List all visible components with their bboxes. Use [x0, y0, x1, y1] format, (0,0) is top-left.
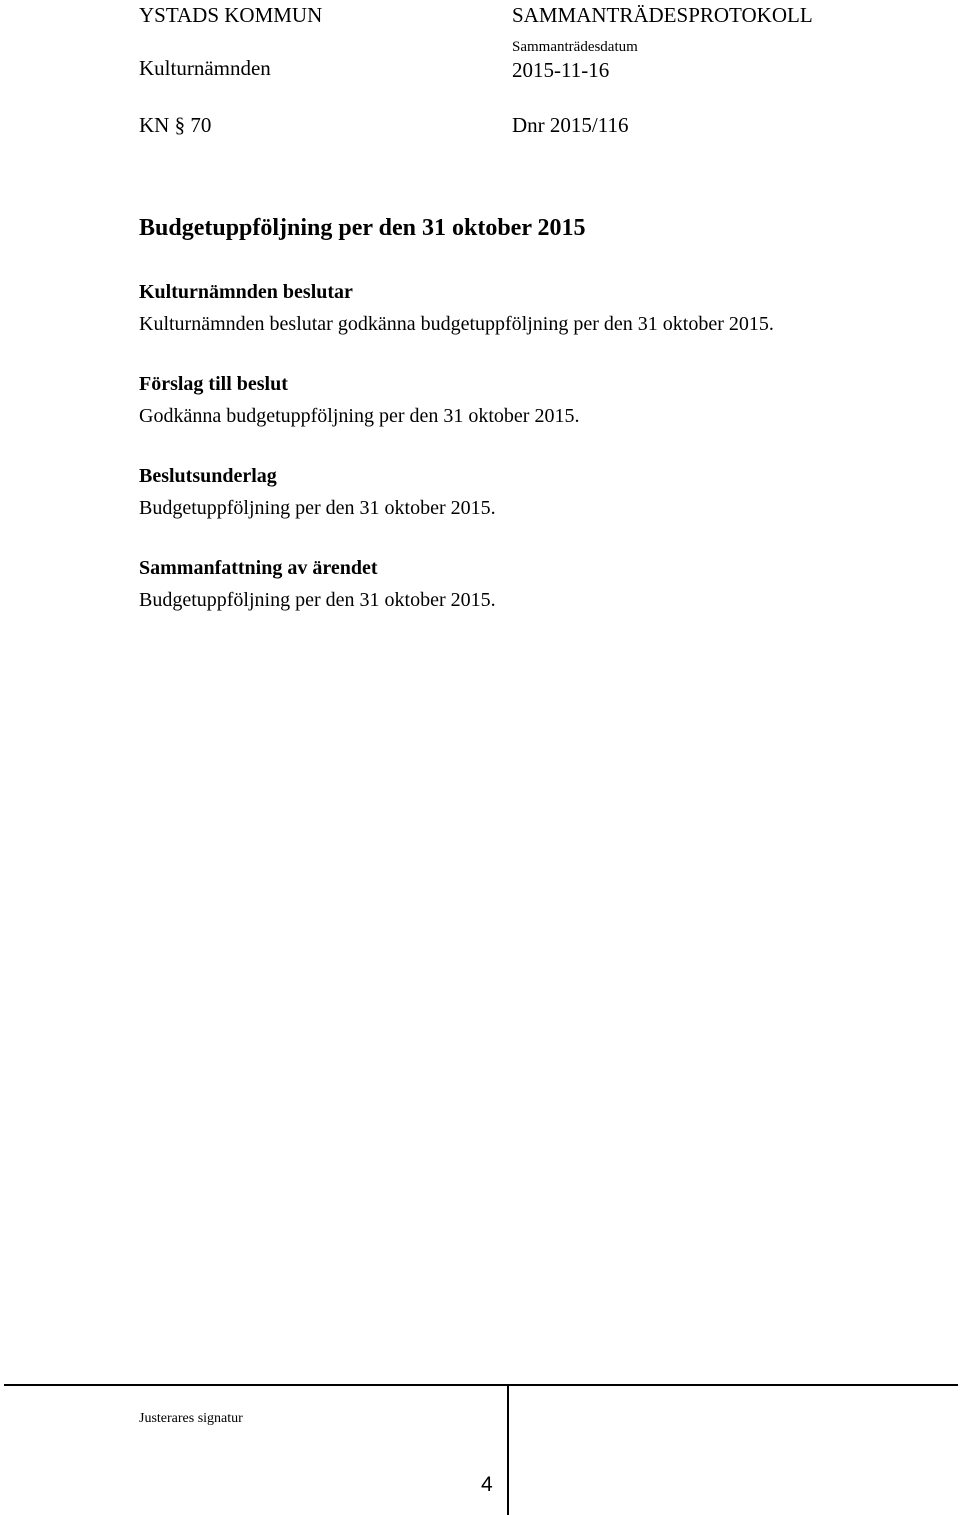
signature-label: Justerares signatur — [139, 1411, 243, 1426]
meeting-date-label: Sammanträdesdatum — [512, 39, 638, 55]
footer-rule — [4, 1384, 958, 1386]
municipality-name: YSTADS KOMMUN — [139, 3, 323, 27]
section-heading-proposal: Förslag till beslut — [139, 373, 288, 395]
section-text-basis: Budgetuppföljning per den 31 oktober 2015. — [139, 497, 496, 519]
section-heading-decision: Kulturnämnden beslutar — [139, 281, 353, 303]
paragraph-number: KN § 70 — [139, 113, 212, 137]
page-title: Budgetuppföljning per den 31 oktober 2015 — [139, 215, 586, 241]
section-heading-summary: Sammanfattning av ärendet — [139, 557, 378, 579]
committee-name: Kulturnämnden — [139, 56, 271, 80]
section-text-proposal: Godkänna budgetuppföljning per den 31 oktober 2015. — [139, 405, 580, 427]
document-type: SAMMANTRÄDESPROTOKOLL — [512, 3, 813, 27]
section-text-summary: Budgetuppföljning per den 31 oktober 2015. — [139, 589, 496, 611]
section-text-decision: Kulturnämnden beslutar godkänna budgetuppföljning per den 31 oktober 2015. — [139, 313, 774, 335]
section-heading-basis: Beslutsunderlag — [139, 465, 277, 487]
footer-divider — [507, 1385, 509, 1515]
diary-number: Dnr 2015/116 — [512, 113, 629, 137]
meeting-date: 2015-11-16 — [512, 58, 610, 82]
page-number: 4 — [481, 1473, 493, 1496]
